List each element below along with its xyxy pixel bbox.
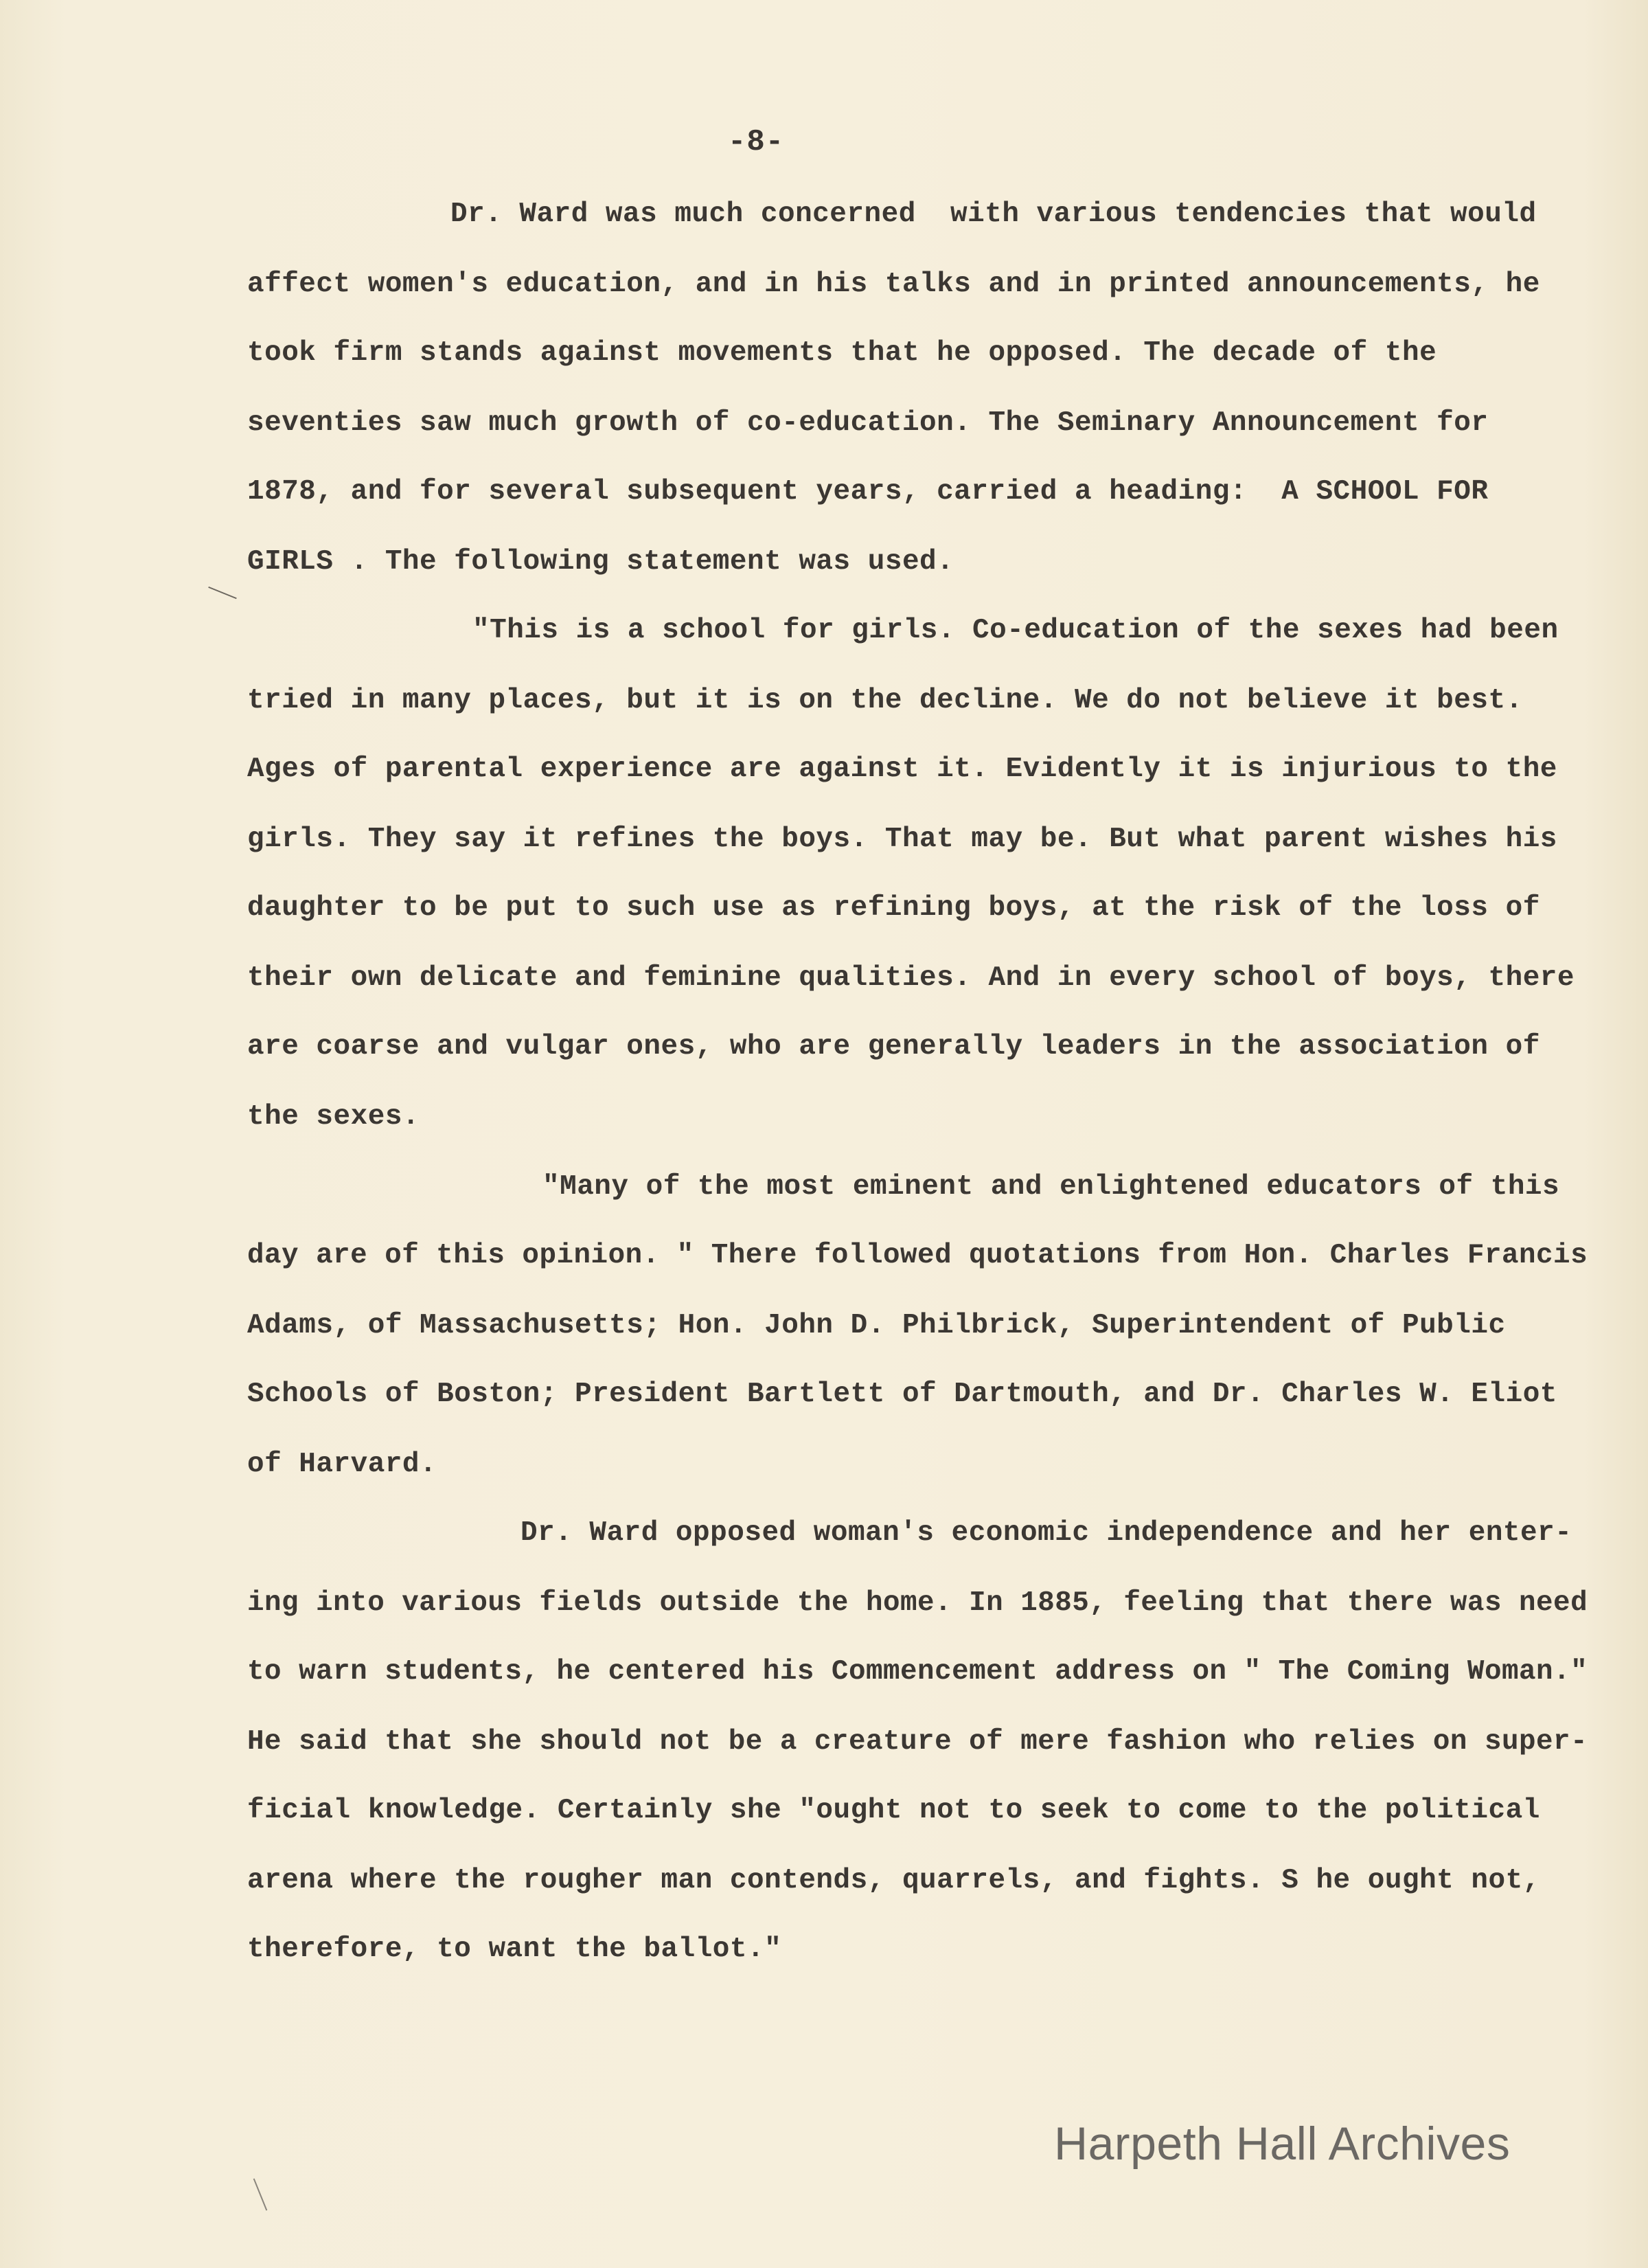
text-line: Ages of parental experience are against it. Evidently it is injurious to the bbox=[247, 753, 1557, 785]
text-line: of Harvard. bbox=[247, 1449, 437, 1480]
archive-watermark: Harpeth Hall Archives bbox=[1054, 2118, 1511, 2170]
text-line: He said that she should not be a creature of mere fashion who relies on super- bbox=[247, 1726, 1588, 1758]
text-line: Dr. Ward opposed woman's economic independence and her enter- bbox=[520, 1517, 1572, 1549]
text-line: "Many of the most eminent and enlightened educators of this bbox=[542, 1171, 1560, 1203]
text-line: Schools of Boston; President Bartlett of Dartmouth, and Dr. Charles W. Eliot bbox=[247, 1379, 1557, 1410]
text-line: the sexes. bbox=[247, 1101, 420, 1133]
margin-mark bbox=[253, 2178, 268, 2210]
text-line: ing into various fields outside the home. In 1885, feeling that there was need bbox=[247, 1587, 1588, 1619]
text-line: to warn students, he centered his Commencement address on " The Coming Woman." bbox=[247, 1656, 1588, 1688]
text-line: tried in many places, but it is on the decline. We do not believe it best. bbox=[247, 685, 1523, 716]
text-line: Dr. Ward was much concerned with various tendencies that would bbox=[450, 199, 1537, 230]
text-line: day are of this opinion. " There followed quotations from Hon. Charles Francis bbox=[247, 1240, 1588, 1271]
text-line: 1878, and for several subsequent years, carried a heading: A SCHOOL FOR bbox=[247, 476, 1489, 508]
text-line: GIRLS . The following statement was used. bbox=[247, 546, 954, 578]
text-line: therefore, to want the ballot." bbox=[247, 1934, 782, 1965]
text-line: are coarse and vulgar ones, who are generally leaders in the association of bbox=[247, 1031, 1540, 1063]
text-line: their own delicate and feminine qualities. And in every school of boys, there bbox=[247, 962, 1575, 994]
margin-mark bbox=[208, 587, 237, 599]
text-line: affect women's education, and in his talks and in printed announcements, he bbox=[247, 269, 1540, 300]
text-line: "This is a school for girls. Co-education of the sexes had been bbox=[472, 615, 1559, 646]
text-line: took firm stands against movements that he opposed. The decade of the bbox=[247, 337, 1437, 369]
text-line: ficial knowledge. Certainly she "ought not to seek to come to the political bbox=[247, 1795, 1540, 1826]
text-line: seventies saw much growth of co-education. The Seminary Announcement for bbox=[247, 407, 1489, 439]
text-line: Adams, of Massachusetts; Hon. John D. Philbrick, Superintendent of Public bbox=[247, 1310, 1506, 1341]
page-number: -8- bbox=[728, 125, 785, 159]
text-line: daughter to be put to such use as refining boys, at the risk of the loss of bbox=[247, 892, 1540, 924]
text-line: arena where the rougher man contends, quarrels, and fights. S he ought not, bbox=[247, 1865, 1540, 1896]
text-line: girls. They say it refines the boys. That may be. But what parent wishes his bbox=[247, 824, 1557, 855]
